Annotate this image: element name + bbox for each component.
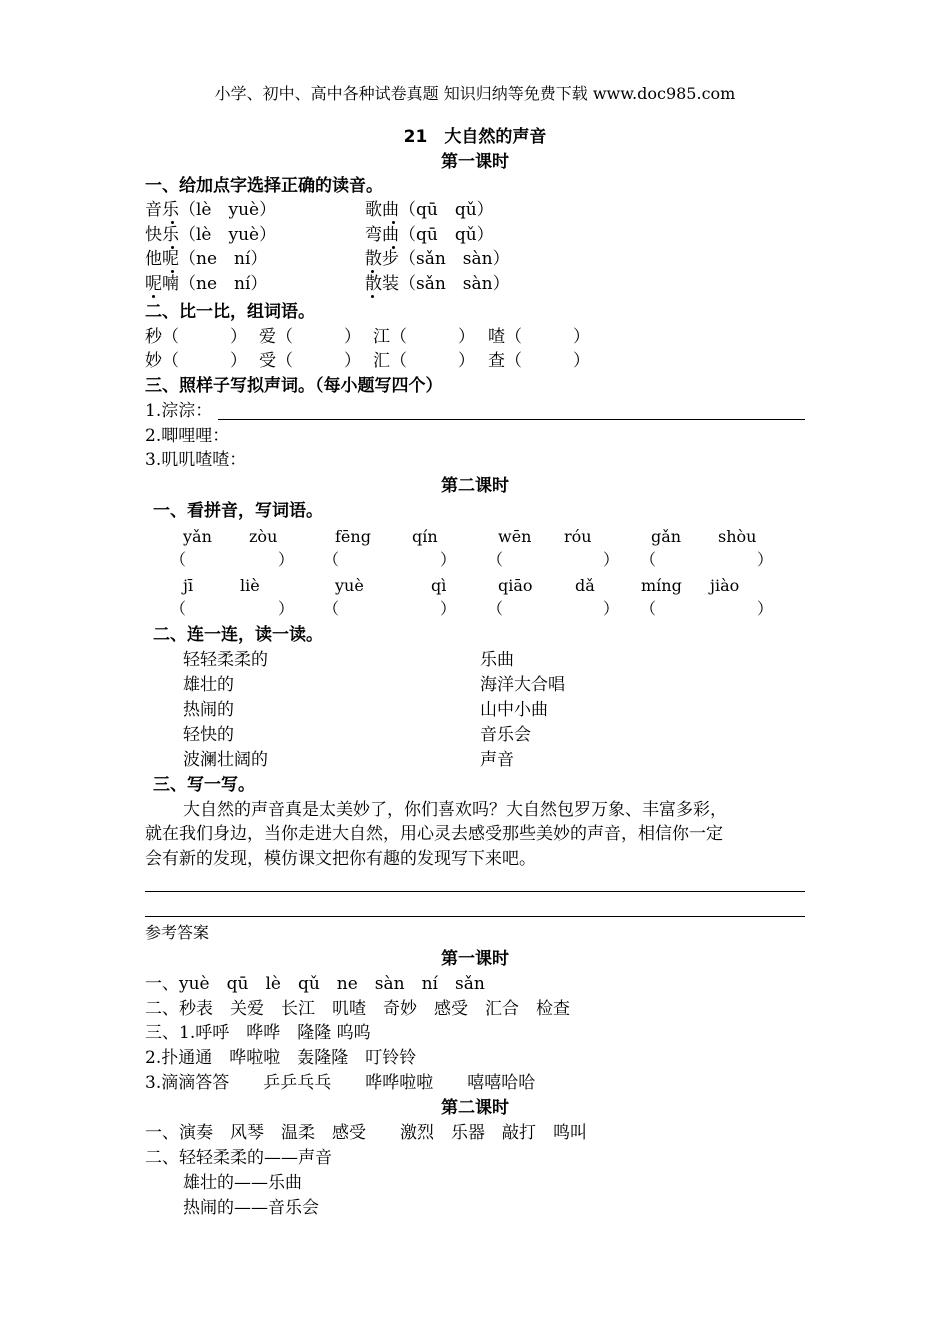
l1-q1-row1-right: 歌曲（qū qǔ）: [365, 200, 494, 220]
emphasis-dot: [152, 295, 155, 298]
emphasis-dot: [171, 270, 174, 273]
lesson2-heading: 第二课时: [441, 476, 509, 496]
pinyin: qiāo: [498, 576, 533, 595]
match-right-item: 山中小曲: [480, 700, 548, 720]
match-left-item: 轻轻柔柔的: [183, 650, 268, 670]
lesson1-heading: 第一课时: [441, 152, 509, 172]
emphasis-dot: [392, 221, 395, 224]
paren-close: ）: [603, 599, 620, 618]
answers-label: 参考答案: [145, 923, 210, 942]
paren-open: （: [487, 599, 504, 618]
match-left-item: 热闹的: [183, 700, 234, 720]
l1-q2-r1c4: 喳（ ）: [488, 327, 590, 347]
l1-q2-r2c2: 受（ ）: [259, 351, 361, 371]
pinyin: yuè: [335, 576, 364, 595]
l1-q3-item1: 1.淙淙：: [145, 401, 213, 421]
l1-q2-r1c3: 江（ ）: [373, 327, 475, 347]
paren-open: （: [170, 599, 187, 618]
match-right-item: 海洋大合唱: [480, 675, 565, 695]
l1-q3-item2: 2.唧哩哩：: [145, 426, 230, 446]
l1-q2-r1c1: 秒（ ）: [145, 327, 247, 347]
answer-line: [218, 419, 805, 420]
l1-q1-row2-left: 快乐（lè yuè）: [145, 225, 277, 245]
pinyin: yǎn: [183, 527, 212, 546]
answers-lesson1-heading: 第一课时: [441, 949, 509, 969]
l2-q2-title: 二、连一连，读一读。: [153, 625, 323, 645]
l1-q1-row4-right: 散装（sǎn sàn）: [365, 274, 510, 294]
match-left-item: 波澜壮阔的: [183, 750, 268, 770]
paren-open: （: [640, 550, 657, 569]
l2-q3-title: 三、写一写。: [153, 775, 255, 795]
paren-close: ）: [757, 550, 774, 569]
emphasis-dot: [392, 246, 395, 249]
pinyin: jiào: [710, 576, 740, 595]
pinyin: gǎn: [651, 527, 682, 546]
answer-line: 3.滴滴答答 乒乒乓乓 哗哗啦啦 嘻嘻哈哈: [145, 1073, 536, 1093]
answer-line: 二、轻轻柔柔的——声音: [145, 1148, 332, 1168]
l1-q2-r2c4: 查（ ）: [488, 351, 590, 371]
paragraph-line: 会有新的发现，模仿课文把你有趣的发现写下来吧。: [145, 849, 536, 869]
l1-q2-r1c2: 爱（ ）: [259, 327, 361, 347]
paragraph-line: 就在我们身边，当你走进大自然，用心灵去感受那些美妙的声音，相信你一定: [145, 824, 723, 844]
l1-q3-title: 三、照样子写拟声词。（每小题写四个）: [145, 376, 443, 396]
answer-line: 雄壮的——乐曲: [183, 1173, 302, 1193]
pinyin: qì: [431, 576, 447, 595]
writing-line: [145, 916, 805, 917]
paren-open: （: [323, 599, 340, 618]
paren-open: （: [323, 550, 340, 569]
emphasis-dot: [371, 295, 374, 298]
match-left-item: 轻快的: [183, 725, 234, 745]
l1-q3-item3: 3.叽叽喳喳：: [145, 450, 247, 470]
emphasis-dot: [171, 246, 174, 249]
page-title: 21 大自然的声音: [403, 127, 547, 147]
l1-q1-row4-left: 呢喃（ne ní）: [145, 274, 268, 294]
answer-line: 一、演奏 风琴 温柔 感受 激烈 乐器 敲打 鸣叫: [145, 1123, 587, 1143]
pinyin: zòu: [249, 527, 278, 546]
l1-q1-row1-left: 音乐（lè yuè）: [145, 200, 277, 220]
pinyin: róu: [564, 527, 592, 546]
paren-open: （: [487, 550, 504, 569]
emphasis-dot: [371, 270, 374, 273]
answer-line: 二、秒表 关爱 长江 叽喳 奇妙 感受 汇合 检查: [145, 999, 570, 1019]
l1-q1-title: 一、给加点字选择正确的读音。: [145, 176, 383, 196]
l1-q2-r2c3: 汇（ ）: [373, 351, 475, 371]
answer-line: 三、1.呼呼 哗哗 隆隆 呜呜: [145, 1023, 371, 1043]
pinyin: dǎ: [575, 576, 595, 595]
match-right-item: 声音: [480, 750, 514, 770]
paragraph-line: 大自然的声音真是太美妙了，你们喜欢吗？大自然包罗万象、丰富多彩，: [183, 800, 727, 820]
pinyin: jī: [183, 576, 194, 595]
l1-q1-row3-left: 他呢（ne ní）: [145, 249, 268, 269]
paren-close: ）: [278, 599, 295, 618]
paren-close: ）: [440, 599, 457, 618]
answers-lesson2-heading: 第二课时: [441, 1098, 509, 1118]
pinyin: liè: [240, 576, 260, 595]
l2-q1-title: 一、看拼音，写词语。: [153, 501, 323, 521]
paren-open: （: [170, 550, 187, 569]
paren-close: ）: [440, 550, 457, 569]
paren-open: （: [640, 599, 657, 618]
paren-close: ）: [278, 550, 295, 569]
l1-q2-title: 二、比一比，组词语。: [145, 302, 315, 322]
answer-line: 2.扑通通 哗啦啦 轰隆隆 叮铃铃: [145, 1048, 417, 1068]
l1-q1-row3-right: 散步（sǎn sàn）: [365, 249, 510, 269]
match-left-item: 雄壮的: [183, 675, 234, 695]
answer-line: 热闹的——音乐会: [183, 1198, 319, 1218]
l1-q1-row2-right: 弯曲（qū qǔ）: [365, 225, 494, 245]
page-header: 小学、初中、高中各种试卷真题 知识归纳等免费下载 www.doc985.com: [214, 84, 736, 103]
emphasis-dot: [171, 221, 174, 224]
match-right-item: 乐曲: [480, 650, 514, 670]
pinyin: fēng: [335, 527, 371, 546]
pinyin: qín: [412, 527, 438, 546]
paren-close: ）: [603, 550, 620, 569]
paren-close: ）: [757, 599, 774, 618]
match-right-item: 音乐会: [480, 725, 531, 745]
answer-line: 一、yuè qū lè qǔ ne sàn ní sǎn: [145, 974, 485, 994]
writing-line: [145, 891, 805, 892]
pinyin: míng: [641, 576, 682, 595]
l1-q2-r2c1: 妙（ ）: [145, 351, 247, 371]
pinyin: shòu: [718, 527, 757, 546]
pinyin: wēn: [498, 527, 532, 546]
